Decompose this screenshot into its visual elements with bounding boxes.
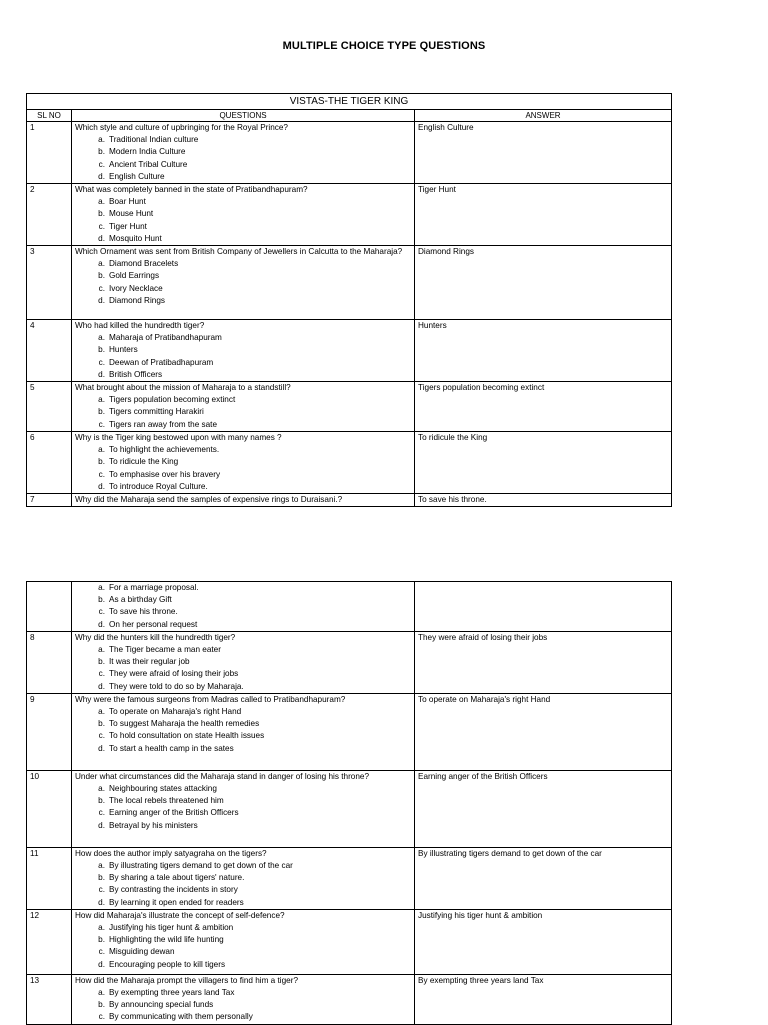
question-text: Why did the hunters kill the hundredth tiger? [75,632,236,642]
option-marker: d. [98,743,105,753]
option-text: On her personal request [109,619,198,629]
option-item [75,582,411,594]
option-item [75,999,411,1011]
question-cell [72,432,415,494]
option-marker: d. [98,681,105,691]
option-text: Traditional Indian culture [109,135,199,145]
question-cell [72,770,415,847]
option-marker: a. [98,583,105,592]
option-item [75,134,411,146]
option-marker: c. [98,607,105,617]
question-cell [72,122,415,184]
option-item [75,208,411,220]
table-row [27,320,672,382]
option-text: By sharing a tale about tigers' nature. [109,873,245,883]
options-list [75,444,411,493]
options-list [75,582,411,631]
option-marker: d. [98,619,105,629]
options-list [75,922,411,971]
option-text: To introduce Royal Culture. [109,481,208,491]
option-item [75,656,411,668]
option-marker: b. [98,457,105,467]
option-text: It was their regular job [109,657,190,667]
option-marker: c. [98,221,105,231]
option-text: Tiger Hunt [109,221,147,231]
option-text: Tigers ran away from the sate [109,419,217,429]
option-text: The local rebels threatened him [109,796,224,806]
option-item [75,357,411,369]
option-item [75,258,411,270]
question-text: Under what circumstances did the Maharaja stand in danger of losing his throne? [75,771,370,781]
option-marker: c. [98,159,105,169]
table-row [27,432,672,494]
option-marker: c. [98,1012,105,1022]
option-text: By contrasting the incidents in story [109,885,238,895]
options-list [75,987,411,1024]
option-text: Deewan of Pratibadhapuram [109,357,214,367]
option-text: English Culture [109,171,165,181]
option-text: As a birthday Gift [109,595,172,605]
question-cell [72,320,415,382]
option-item [75,668,411,680]
option-text: Gold Earrings [109,271,160,281]
answer-cell: Diamond Rings [415,246,672,320]
option-item [75,196,411,208]
option-text: To start a health camp in the sates [109,743,234,753]
table-row [27,909,672,974]
sl-cell: 9 [27,693,72,770]
option-text: By exempting three years land Tax [109,988,235,998]
answer-cell: Tiger Hunt [415,184,672,246]
option-text: By learning it open ended for readers [109,897,244,907]
option-item [75,594,411,606]
question-text: Why did the Maharaja send the samples of expensive rings to Duraisani.? [75,495,343,505]
option-marker: d. [98,369,105,379]
option-marker: a. [98,707,105,717]
options-list [75,706,411,755]
option-marker: a. [98,923,105,933]
table-row [27,184,672,246]
option-item [75,295,411,307]
option-item [75,270,411,282]
page-title: MULTIPLE CHOICE TYPE QUESTIONS [282,40,486,52]
option-marker: a. [98,259,105,269]
option-marker: d. [98,233,105,243]
option-item [75,730,411,742]
option-item [75,283,411,295]
answer-cell: English Culture [415,122,672,184]
option-marker: b. [98,1000,105,1010]
option-text: Modern India Culture [109,147,186,157]
table-row [27,122,672,184]
option-marker: a. [98,784,105,794]
option-item [75,946,411,958]
answer-cell: To operate on Maharaja's right Hand [415,693,672,770]
option-text: Ancient Tribal Culture [109,159,188,169]
option-text: To hold consultation on state Health issues [109,731,265,741]
option-item [75,344,411,356]
sl-cell: 4 [27,320,72,382]
question-cell [72,847,415,909]
header-questions: QUESTIONS [72,110,415,122]
option-marker: c. [98,419,105,429]
header-answer: ANSWER [415,110,672,122]
option-text: For a marriage proposal. [109,583,199,592]
option-item [75,159,411,171]
option-marker: d. [98,171,105,181]
option-item [75,795,411,807]
option-marker: b. [98,719,105,729]
option-item [75,860,411,872]
sl-cell: 11 [27,847,72,909]
option-text: By announcing special funds [109,1000,214,1010]
option-item [75,706,411,718]
option-item [75,606,411,618]
option-marker: c. [98,731,105,741]
option-text: To operate on Maharaja's right Hand [109,707,242,717]
option-marker: c. [98,669,105,679]
options-list [75,134,411,183]
option-text: By illustrating tigers demand to get down of the car [109,861,293,871]
option-text: The Tiger became a man eater [109,645,221,655]
answer-cell: By illustrating tigers demand to get down of the car [415,847,672,909]
option-text: To highlight the achievements. [109,445,220,455]
option-item [75,884,411,896]
option-marker: d. [98,820,105,830]
option-item [75,394,411,406]
options-list [75,394,411,431]
option-item [75,221,411,233]
question-cell [72,909,415,974]
table-row [27,693,672,770]
option-item [75,619,411,631]
option-item [75,1011,411,1023]
options-list [75,332,411,381]
option-marker: d. [98,295,105,305]
table-row [27,582,672,632]
table-row [27,847,672,909]
option-item [75,820,411,832]
question-cell [72,974,415,1024]
sl-cell: 8 [27,631,72,693]
option-marker: c. [98,808,105,818]
question-text: How does the author imply satyagraha on the tigers? [75,848,267,858]
sl-cell: 13 [27,974,72,1024]
sl-cell: 7 [27,494,72,507]
sl-cell: 6 [27,432,72,494]
question-text: Who had killed the hundredth tiger? [75,321,205,331]
answer-cell: To ridicule the King [415,432,672,494]
option-text: Diamond Rings [109,295,165,305]
option-item [75,369,411,381]
question-cell [72,494,415,507]
options-list [75,196,411,245]
question-cell [72,631,415,693]
answer-cell: Justifying his tiger hunt & ambition [415,909,672,974]
sl-cell: 5 [27,382,72,432]
table-row [27,770,672,847]
table-row [27,974,672,1024]
option-marker: a. [98,135,105,145]
option-marker: b. [98,407,105,417]
option-text: To suggest Maharaja the health remedies [109,719,260,729]
question-text: Which Ornament was sent from British Company of Jewellers in Calcutta to the Maharaja? [75,247,403,257]
option-item [75,444,411,456]
question-text: Which style and culture of upbringing for the Royal Prince? [75,123,288,132]
option-marker: a. [98,197,105,207]
option-marker: b. [98,796,105,806]
table-row [27,631,672,693]
option-marker: a. [98,645,105,655]
table-row [27,494,672,507]
sl-cell: 2 [27,184,72,246]
option-marker: b. [98,873,105,883]
sl-cell: 1 [27,122,72,184]
option-marker: a. [98,395,105,405]
answer-cell: Hunters [415,320,672,382]
option-item [75,146,411,158]
quiz-table-2 [26,581,672,1025]
option-marker: c. [98,357,105,367]
option-marker: a. [98,445,105,455]
option-item [75,987,411,999]
option-item [75,233,411,245]
option-item [75,959,411,971]
option-marker: b. [98,147,105,157]
option-text: Highlighting the wild life hunting [109,935,224,945]
question-cell [72,382,415,432]
question-text: Why is the Tiger king bestowed upon with many names ? [75,433,282,443]
question-text: What brought about the mission of Maharaja to a standstill? [75,383,291,393]
quiz-table-1 [26,93,672,507]
options-list [75,860,411,909]
sl-cell: 3 [27,246,72,320]
option-text: Betrayal by his ministers [109,820,198,830]
option-text: Neighbouring states attacking [109,784,217,794]
option-marker: a. [98,988,105,998]
answer-cell: Tigers population becoming extinct [415,382,672,432]
option-item [75,681,411,693]
options-list [75,783,411,832]
question-text: How did the Maharaja prompt the villagers to find him a tiger? [75,975,298,985]
option-item [75,807,411,819]
option-text: Ivory Necklace [109,283,163,293]
option-item [75,456,411,468]
option-text: Encouraging people to kill tigers [109,959,226,969]
table-row [27,382,672,432]
header-sl-no: SL NO [27,110,72,122]
option-item [75,718,411,730]
option-marker: b. [98,657,105,667]
option-text: British Officers [109,369,163,379]
sl-cell [27,582,72,632]
question-text: What was completely banned in the state of Pratibandhapuram? [75,185,308,195]
option-marker: d. [98,959,105,969]
question-text: How did Maharaja's illustrate the concept of self-defence? [75,910,285,920]
option-item [75,419,411,431]
option-item [75,644,411,656]
option-marker: c. [98,885,105,895]
option-item [75,783,411,795]
option-marker: b. [98,595,105,605]
option-marker: b. [98,209,105,219]
answer-cell: By exempting three years land Tax [415,974,672,1024]
option-item [75,406,411,418]
option-text: Diamond Bracelets [109,259,179,269]
option-item [75,922,411,934]
option-marker: b. [98,345,105,355]
sl-cell: 12 [27,909,72,974]
options-list [75,258,411,307]
option-text: They were afraid of losing their jobs [109,669,239,679]
answer-cell: To save his throne. [415,494,672,507]
option-text: Misguiding dewan [109,947,175,957]
option-marker: c. [98,469,105,479]
option-text: Maharaja of Pratibandhapuram [109,333,222,343]
sl-cell: 10 [27,770,72,847]
option-marker: d. [98,481,105,491]
option-text: By communicating with them personally [109,1012,253,1022]
option-item [75,481,411,493]
options-list [75,644,411,693]
option-text: Earning anger of the British Officers [109,808,239,818]
option-text: Justifying his tiger hunt & ambition [109,923,234,933]
option-text: To emphasise over his bravery [109,469,221,479]
answer-cell: Earning anger of the British Officers [415,770,672,847]
option-marker: d. [98,897,105,907]
question-cell [72,693,415,770]
table-title: VISTAS-THE TIGER KING [27,94,672,110]
option-marker: b. [98,271,105,281]
option-marker: b. [98,935,105,945]
option-item [75,332,411,344]
option-text: Boar Hunt [109,197,146,207]
answer-cell [415,582,672,632]
option-item [75,897,411,909]
question-text: Why were the famous surgeons from Madras called to Pratibandhapuram? [75,694,346,704]
option-marker: a. [98,333,105,343]
option-item [75,743,411,755]
question-cell [72,184,415,246]
answer-cell: They were afraid of losing their jobs [415,631,672,693]
option-text: Hunters [109,345,138,355]
option-marker: a. [98,861,105,871]
option-text: To ridicule the King [109,457,179,467]
option-text: Tigers committing Harakiri [109,407,204,417]
option-item [75,469,411,481]
option-item [75,872,411,884]
option-marker: c. [98,947,105,957]
option-item [75,934,411,946]
table-row [27,246,672,320]
option-item [75,171,411,183]
option-text: Tigers population becoming extinct [109,395,236,405]
option-text: Mosquito Hunt [109,233,162,243]
option-text: They were told to do so by Maharaja. [109,681,244,691]
option-marker: c. [98,283,105,293]
option-text: To save his throne. [109,607,178,617]
question-cell [72,246,415,320]
option-text: Mouse Hunt [109,209,154,219]
question-cell [72,582,415,632]
